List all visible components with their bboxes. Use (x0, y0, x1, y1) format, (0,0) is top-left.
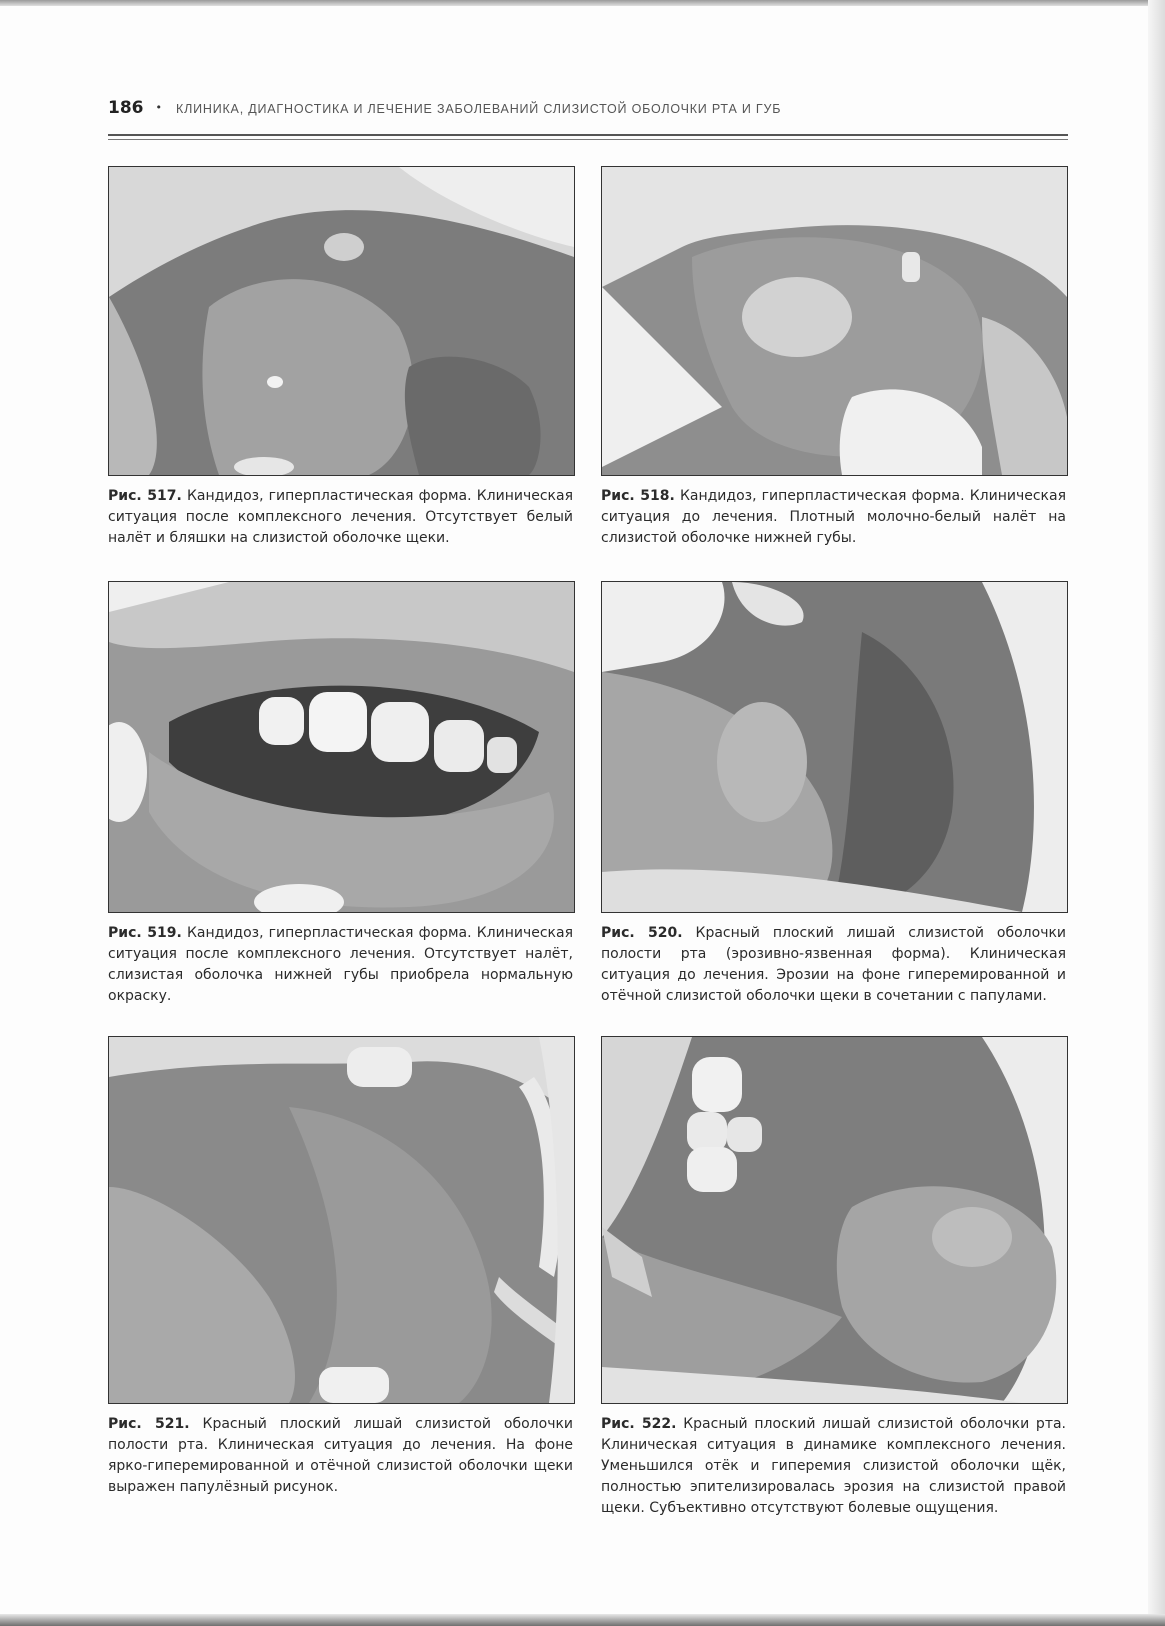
figure-521-label: Рис. 521. (108, 1416, 190, 1432)
figure-518-label: Рис. 518. (601, 488, 675, 504)
figure-522-photo (601, 1036, 1068, 1404)
header-rule-thick (108, 134, 1068, 136)
figure-522-caption (601, 1414, 1066, 1519)
figure-522-text: Красный плоский лишай слизистой оболочки рта. Клиническая ситуация в динамике комплексного лечения. Уменьшился отёк и гиперемия слизистой оболочки щёк, полностью эпителизировалась эрозия на слизистой правой щеки. Субъективно отсутствуют болевые ощущения. (601, 1416, 1067, 1516)
figure-521-caption (108, 1414, 573, 1498)
page-number: 186 (108, 98, 144, 118)
figure-517-caption (108, 486, 573, 549)
figure-521-text: Красный плоский лишай слизистой оболочки полости рта. Клиническая ситуация до лечения. На фоне ярко-гиперемированной и отёчной слизистой оболочки щеки выражен папулёзный рисунок. (108, 1416, 574, 1495)
figure-520-photo (601, 581, 1068, 913)
figure-519-text: Кандидоз, гиперпластическая форма. Клиническая ситуация после комплексного лечения. Отсутствует налёт, слизистая оболочка нижней губы приобрела нормальную окраску. (108, 925, 573, 1004)
figure-520-text: Красный плоский лишай слизистой оболочки полости рта (эрозивно-язвенная форма). Клиническая ситуация до лечения. Эрозии на фоне гиперемированной и отёчной слизистой оболочки щеки в сочетании с папулами. (601, 925, 1067, 1004)
figure-519-caption (108, 923, 573, 1007)
scan-edge-bottom (0, 1614, 1165, 1626)
header-rule-thin (108, 139, 1068, 140)
figure-518-text: Кандидоз, гиперпластическая форма. Клиническая ситуация до лечения. Плотный молочно-белый налёт на слизистой оболочке нижней губы. (601, 488, 1066, 546)
figure-520-caption (601, 923, 1066, 1007)
figure-517-photo (108, 166, 575, 476)
figure-520-label: Рис. 520. (601, 925, 683, 941)
figure-519-label: Рис. 519. (108, 925, 182, 941)
figure-518-caption (601, 486, 1066, 549)
figure-519-photo (108, 581, 575, 913)
running-head-title: КЛИНИКА, ДИАГНОСТИКА И ЛЕЧЕНИЕ ЗАБОЛЕВАНИЙ СЛИЗИСТОЙ ОБОЛОЧКИ РТА И ГУБ (176, 102, 782, 116)
figure-521-photo (108, 1036, 575, 1404)
figure-517-text: Кандидоз, гиперпластическая форма. Клиническая ситуация после комплексного лечения. Отсутствует белый налёт и бляшки на слизистой оболочке щеки. (108, 488, 573, 546)
figure-522-label: Рис. 522. (601, 1416, 677, 1432)
figure-518-photo (601, 166, 1068, 476)
scan-edge-top (0, 0, 1165, 6)
figure-517-label: Рис. 517. (108, 488, 182, 504)
scan-edge-right (1148, 0, 1165, 1626)
running-head (108, 98, 781, 122)
header-bullet: • (155, 101, 162, 114)
